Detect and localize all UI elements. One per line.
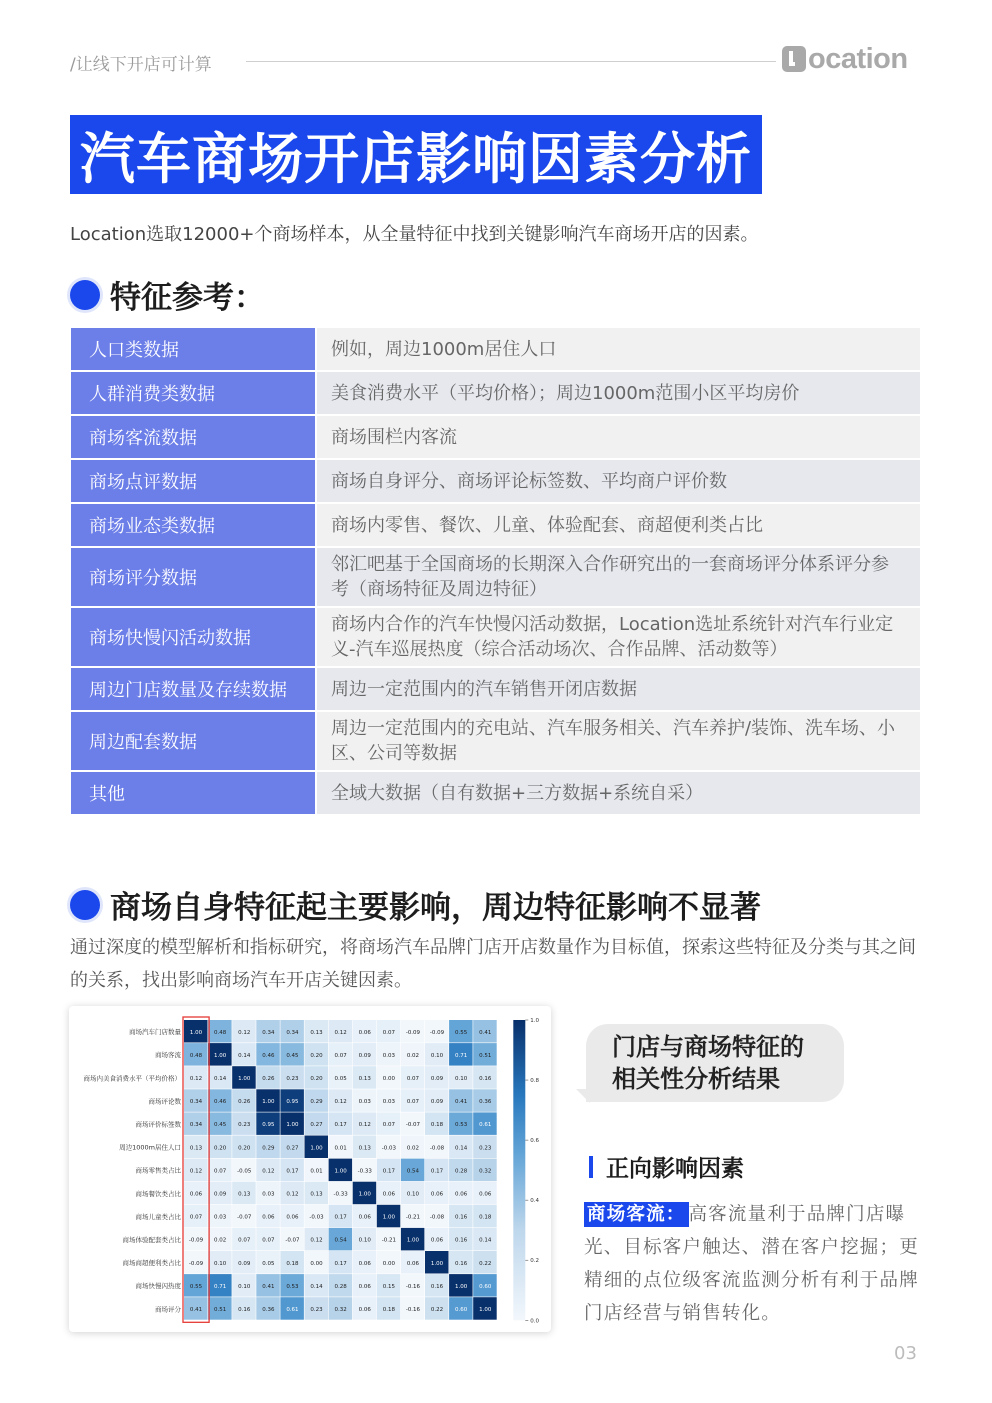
feature-name: 商场业态类数据 bbox=[71, 504, 315, 546]
cell-value-label: 1.00 bbox=[334, 1168, 347, 1175]
cell-value-label: 0.26 bbox=[262, 1075, 275, 1082]
cell-value-label: 0.00 bbox=[382, 1260, 395, 1267]
cell-value-label: 0.71 bbox=[455, 1052, 468, 1059]
feature-desc: 商场内零售、餐饮、儿童、体验配套、商超便利类占比 bbox=[317, 504, 920, 546]
table-row bbox=[71, 328, 920, 370]
logo-text: ocation bbox=[808, 42, 908, 75]
cell-value-label: 0.03 bbox=[382, 1052, 395, 1059]
cell-value-label: 0.34 bbox=[189, 1122, 203, 1129]
cell-value-label: 0.16 bbox=[238, 1306, 251, 1313]
cell-value-label: 0.60 bbox=[479, 1283, 492, 1290]
cell-value-label: 0.71 bbox=[214, 1283, 227, 1290]
row-label: 商场商超便利类占比 bbox=[122, 1259, 181, 1268]
table-row bbox=[71, 608, 920, 666]
cell-value-label: 0.41 bbox=[455, 1099, 468, 1106]
cell-value-label: 0.26 bbox=[238, 1099, 251, 1106]
cell-value-label: 0.48 bbox=[189, 1052, 203, 1059]
table-row bbox=[71, 372, 920, 414]
cell-value-label: 0.14 bbox=[238, 1052, 251, 1059]
cell-value-label: 0.09 bbox=[214, 1191, 227, 1198]
cell-value-label: 0.06 bbox=[286, 1214, 299, 1221]
cell-value-label: 0.17 bbox=[430, 1168, 444, 1175]
section-heading-features bbox=[70, 272, 265, 317]
page-number: 03 bbox=[894, 1343, 917, 1364]
cell-value-label: 0.18 bbox=[286, 1260, 299, 1267]
cell-value-label: -0.07 bbox=[285, 1237, 300, 1244]
cell-value-label: -0.09 bbox=[405, 1029, 421, 1036]
cell-value-label: 0.06 bbox=[358, 1029, 371, 1036]
row-label: 商场零售类占比 bbox=[135, 1166, 181, 1175]
cell-value-label: 0.20 bbox=[238, 1145, 251, 1152]
cell-value-label: 0.20 bbox=[310, 1075, 323, 1082]
feature-desc: 商场围栏内客流 bbox=[317, 416, 920, 458]
cell-value-label: 0.06 bbox=[430, 1191, 444, 1198]
cell-value-label: 0.12 bbox=[262, 1168, 275, 1175]
cell-value-label: 0.27 bbox=[310, 1122, 323, 1129]
cell-value-label: 1.00 bbox=[214, 1052, 227, 1059]
intro-text: Location选取12000+个商场样本，从全量特征中找到关键影响汽车商场开店的因素。 bbox=[70, 224, 759, 245]
cell-value-label: 0.51 bbox=[214, 1306, 227, 1313]
cell-value-label: -0.08 bbox=[429, 1145, 445, 1152]
cell-value-label: 1.00 bbox=[310, 1145, 323, 1152]
cell-value-label: 0.28 bbox=[455, 1168, 468, 1175]
cell-value-label: 0.07 bbox=[406, 1075, 420, 1082]
cell-value-label: 0.17 bbox=[382, 1168, 395, 1175]
cell-value-label: 0.02 bbox=[406, 1052, 420, 1059]
feature-name: 周边门店数量及存续数据 bbox=[71, 668, 315, 710]
row-label: 商场儿童类占比 bbox=[135, 1212, 181, 1221]
feature-desc: 周边一定范围内的汽车销售开闭店数据 bbox=[317, 668, 920, 710]
cell-value-label: 0.22 bbox=[479, 1260, 492, 1267]
colorbar-tick-label: 0.6 bbox=[530, 1138, 540, 1145]
cell-value-label: 0.03 bbox=[214, 1214, 227, 1221]
row-label: 商场快慢闪热度 bbox=[135, 1282, 181, 1291]
logo-l-icon bbox=[782, 46, 806, 72]
cell-value-label: 0.45 bbox=[214, 1122, 227, 1129]
cell-value-label: 0.36 bbox=[262, 1306, 275, 1313]
cell-value-label: 0.06 bbox=[358, 1283, 371, 1290]
feature-desc: 商场自身评分、商场评论标签数、平均商户评价数 bbox=[317, 460, 920, 502]
cell-value-label: 0.20 bbox=[214, 1145, 227, 1152]
bullet-dot-icon bbox=[70, 890, 100, 920]
callout-bubble bbox=[586, 1024, 844, 1102]
correlation-heatmap bbox=[69, 1006, 551, 1332]
cell-value-label: 0.00 bbox=[382, 1075, 395, 1082]
cell-value-label: 0.53 bbox=[455, 1122, 468, 1129]
cell-value-label: 0.17 bbox=[286, 1168, 299, 1175]
feature-desc: 商场内合作的汽车快慢闪活动数据，Location选址系统针对汽车行业定义-汽车巡展热度（综合活动场次、合作品牌、活动数等） bbox=[317, 608, 920, 666]
cell-value-label: 1.00 bbox=[358, 1191, 371, 1198]
cell-value-label: 0.34 bbox=[286, 1029, 299, 1036]
cell-value-label: 1.00 bbox=[262, 1099, 275, 1106]
cell-value-label: 1.00 bbox=[189, 1029, 203, 1036]
cell-value-label: 0.13 bbox=[310, 1029, 323, 1036]
cell-value-label: 0.55 bbox=[189, 1283, 203, 1290]
cell-value-label: -0.09 bbox=[188, 1237, 204, 1244]
section-heading-impact bbox=[70, 882, 761, 927]
feature-name: 人群消费类数据 bbox=[71, 372, 315, 414]
cell-value-label: 0.51 bbox=[479, 1052, 492, 1059]
cell-value-label: 0.55 bbox=[455, 1029, 468, 1036]
cell-value-label: 0.41 bbox=[479, 1029, 492, 1036]
brand-logo bbox=[782, 42, 908, 76]
colorbar-tick-label: 0.4 bbox=[530, 1198, 540, 1205]
cell-value-label: -0.07 bbox=[405, 1122, 421, 1129]
table-row bbox=[71, 548, 920, 606]
colorbar-tick-label: 0.8 bbox=[530, 1078, 540, 1085]
cell-value-label: -0.05 bbox=[237, 1168, 252, 1175]
positive-factors-heading bbox=[589, 1150, 744, 1183]
cell-value-label: 0.07 bbox=[406, 1099, 420, 1106]
cell-value-label: 0.23 bbox=[238, 1122, 251, 1129]
cell-value-label: 0.23 bbox=[479, 1145, 492, 1152]
positive-factor-text: 高客流量利于品牌门店曝光、目标客户触达、潜在客户挖掘；更精细的点位级客流监测分析有利于品牌门店经营与销售转化。 bbox=[584, 1204, 919, 1324]
cell-value-label: 0.10 bbox=[358, 1237, 371, 1244]
bubble-line-2: 相关性分析结果 bbox=[612, 1065, 780, 1093]
cell-value-label: 0.06 bbox=[382, 1191, 395, 1198]
cell-value-label: 0.34 bbox=[262, 1029, 275, 1036]
colorbar-tick-label: 1.0 bbox=[530, 1018, 540, 1024]
cell-value-label: 0.01 bbox=[310, 1168, 323, 1175]
cell-value-label: 0.16 bbox=[430, 1283, 444, 1290]
cell-value-label: 0.14 bbox=[479, 1237, 492, 1244]
row-label: 商场客流 bbox=[155, 1051, 181, 1060]
cell-value-label: 0.29 bbox=[262, 1145, 275, 1152]
cell-value-label: 1.00 bbox=[455, 1283, 468, 1290]
feature-desc: 周边一定范围内的充电站、汽车服务相关、汽车养护/装饰、洗车场、小区、公司等数据 bbox=[317, 712, 920, 770]
cell-value-label: 0.17 bbox=[334, 1260, 347, 1267]
feature-desc: 邻汇吧基于全国商场的长期深入合作研究出的一套商场评分体系评分参考（商场特征及周边特征） bbox=[317, 548, 920, 606]
feature-desc: 美食消费水平（平均价格）；周边1000m范围小区平均房价 bbox=[317, 372, 920, 414]
feature-name: 商场快慢闪活动数据 bbox=[71, 608, 315, 666]
table-row bbox=[71, 712, 920, 770]
cell-value-label: -0.07 bbox=[237, 1214, 252, 1221]
cell-value-label: 0.13 bbox=[189, 1145, 203, 1152]
cell-value-label: 0.53 bbox=[286, 1283, 299, 1290]
cell-value-label: 0.07 bbox=[238, 1237, 251, 1244]
cell-value-label: 0.06 bbox=[358, 1306, 371, 1313]
positive-factor-paragraph bbox=[584, 1198, 924, 1330]
cell-value-label: 0.03 bbox=[262, 1191, 275, 1198]
row-label: 商场评论数 bbox=[148, 1097, 181, 1106]
table-row bbox=[71, 504, 920, 546]
cell-value-label: -0.09 bbox=[429, 1029, 445, 1036]
cell-value-label: -0.16 bbox=[405, 1306, 421, 1313]
cell-value-label: 0.00 bbox=[310, 1260, 323, 1267]
table-row bbox=[71, 772, 920, 814]
cell-value-label: 0.12 bbox=[286, 1191, 299, 1198]
cell-value-label: 0.06 bbox=[406, 1260, 420, 1267]
cell-value-label: 0.95 bbox=[262, 1122, 275, 1129]
feature-name: 其他 bbox=[71, 772, 315, 814]
cell-value-label: 0.18 bbox=[430, 1122, 444, 1129]
cell-value-label: 0.60 bbox=[455, 1306, 468, 1313]
cell-value-label: 0.10 bbox=[430, 1052, 444, 1059]
cell-value-label: 0.10 bbox=[455, 1075, 468, 1082]
cell-value-label: 0.18 bbox=[382, 1306, 395, 1313]
cell-value-label: -0.16 bbox=[405, 1283, 421, 1290]
header-divider bbox=[246, 61, 776, 62]
highlight-label: 商场客流： bbox=[584, 1202, 689, 1227]
cell-value-label: 0.09 bbox=[430, 1099, 444, 1106]
cell-value-label: 0.06 bbox=[358, 1214, 371, 1221]
cell-value-label: 0.23 bbox=[286, 1075, 299, 1082]
cell-value-label: 0.03 bbox=[358, 1099, 371, 1106]
cell-value-label: 0.09 bbox=[430, 1075, 444, 1082]
row-label: 商场内美食消费水平（平均价格） bbox=[83, 1074, 181, 1083]
cell-value-label: 0.46 bbox=[262, 1052, 275, 1059]
cell-value-label: 1.00 bbox=[238, 1075, 251, 1082]
cell-value-label: 0.18 bbox=[479, 1214, 492, 1221]
cell-value-label: 0.03 bbox=[382, 1099, 395, 1106]
cell-value-label: 0.12 bbox=[334, 1099, 347, 1106]
cell-value-label: 0.13 bbox=[310, 1191, 323, 1198]
table-row bbox=[71, 416, 920, 458]
cell-value-label: -0.21 bbox=[405, 1214, 421, 1221]
cell-value-label: 0.14 bbox=[455, 1145, 468, 1152]
cell-value-label: 0.07 bbox=[262, 1237, 275, 1244]
row-label: 商场体验配套类占比 bbox=[122, 1235, 181, 1244]
cell-value-label: 0.06 bbox=[262, 1214, 275, 1221]
cell-value-label: 0.61 bbox=[479, 1122, 492, 1129]
cell-value-label: 0.95 bbox=[286, 1099, 299, 1106]
cell-value-label: 0.41 bbox=[189, 1306, 203, 1313]
cell-value-label: 1.00 bbox=[286, 1122, 299, 1129]
cell-value-label: 0.13 bbox=[238, 1191, 251, 1198]
cell-value-label: 0.07 bbox=[382, 1029, 395, 1036]
cell-value-label: 0.14 bbox=[310, 1283, 323, 1290]
feature-table bbox=[71, 328, 920, 816]
cell-value-label: 0.23 bbox=[310, 1306, 323, 1313]
cell-value-label: 1.00 bbox=[382, 1214, 395, 1221]
cell-value-label: -0.09 bbox=[188, 1260, 204, 1267]
colorbar-tick-label: 0.2 bbox=[530, 1258, 540, 1265]
cell-value-label: 0.16 bbox=[455, 1260, 468, 1267]
cell-value-label: -0.33 bbox=[357, 1168, 372, 1175]
cell-value-label: -0.03 bbox=[309, 1214, 324, 1221]
cell-value-label: 0.54 bbox=[334, 1237, 347, 1244]
cell-value-label: 0.06 bbox=[430, 1237, 444, 1244]
cell-value-label: 0.16 bbox=[455, 1237, 468, 1244]
section-heading-text: 特征参考： bbox=[110, 280, 265, 316]
cell-value-label: 0.02 bbox=[406, 1145, 420, 1152]
cell-value-label: 0.17 bbox=[334, 1214, 347, 1221]
cell-value-label: 0.29 bbox=[310, 1099, 323, 1106]
cell-value-label: 0.07 bbox=[189, 1214, 203, 1221]
table-row bbox=[71, 460, 920, 502]
cell-value-label: 0.41 bbox=[262, 1283, 275, 1290]
feature-name: 商场评分数据 bbox=[71, 548, 315, 606]
cell-value-label: 0.12 bbox=[358, 1122, 371, 1129]
positive-heading-text: 正向影响因素 bbox=[606, 1156, 744, 1182]
cell-value-label: -0.33 bbox=[333, 1191, 348, 1198]
row-label: 商场餐饮类占比 bbox=[135, 1189, 181, 1198]
cell-value-label: 0.32 bbox=[334, 1306, 347, 1313]
bullet-dot-icon bbox=[70, 280, 100, 310]
cell-value-label: 0.12 bbox=[189, 1168, 203, 1175]
cell-value-label: 0.05 bbox=[262, 1260, 275, 1267]
page-title: 汽车商场开店影响因素分析 bbox=[70, 115, 762, 194]
colorbar-tick-label: 0.0 bbox=[530, 1318, 540, 1325]
row-label: 商场评价标签数 bbox=[135, 1120, 181, 1129]
cell-value-label: 0.06 bbox=[189, 1191, 203, 1198]
cell-value-label: 0.20 bbox=[310, 1052, 323, 1059]
cell-value-label: 0.36 bbox=[479, 1099, 492, 1106]
analysis-description: 通过深度的模型解析和指标研究，将商场汽车品牌门店开店数量作为目标值，探索这些特征及分类与其之间的关系，找出影响商场汽车开店关键因素。 bbox=[70, 937, 916, 991]
feature-name: 周边配套数据 bbox=[71, 712, 315, 770]
cell-value-label: -0.08 bbox=[429, 1214, 445, 1221]
cell-value-label: 0.09 bbox=[238, 1260, 251, 1267]
cell-value-label: 0.05 bbox=[334, 1075, 347, 1082]
row-label: 周边1000m居住人口 bbox=[119, 1143, 181, 1152]
cell-value-label: 0.61 bbox=[286, 1306, 299, 1313]
cell-value-label: 0.06 bbox=[455, 1191, 468, 1198]
cell-value-label: 0.10 bbox=[406, 1191, 420, 1198]
colorbar bbox=[513, 1020, 525, 1320]
heatmap-card bbox=[69, 1006, 551, 1332]
cell-value-label: 0.06 bbox=[479, 1191, 492, 1198]
cell-value-label: 0.54 bbox=[406, 1168, 420, 1175]
cell-value-label: 0.27 bbox=[286, 1145, 299, 1152]
heading-bar bbox=[589, 1156, 593, 1178]
row-label: 商场汽车门店数量 bbox=[129, 1028, 181, 1037]
cell-value-label: 0.09 bbox=[358, 1052, 371, 1059]
cell-value-label: 0.07 bbox=[214, 1168, 227, 1175]
cell-value-label: 0.13 bbox=[358, 1075, 371, 1082]
cell-value-label: -0.03 bbox=[381, 1145, 396, 1152]
header-tagline: /让线下开店可计算 bbox=[70, 55, 212, 75]
feature-name: 商场点评数据 bbox=[71, 460, 315, 502]
cell-value-label: 0.46 bbox=[214, 1099, 227, 1106]
table-row bbox=[71, 668, 920, 710]
cell-value-label: 0.10 bbox=[238, 1283, 251, 1290]
cell-value-label: 0.15 bbox=[382, 1283, 395, 1290]
cell-value-label: 0.06 bbox=[358, 1260, 371, 1267]
cell-value-label: 0.16 bbox=[455, 1214, 468, 1221]
bubble-line-1: 门店与商场特征的 bbox=[612, 1033, 804, 1061]
cell-value-label: 0.34 bbox=[189, 1099, 203, 1106]
cell-value-label: 0.07 bbox=[382, 1122, 395, 1129]
cell-value-label: 0.07 bbox=[334, 1052, 347, 1059]
section-heading-text: 商场自身特征起主要影响，周边特征影响不显著 bbox=[110, 890, 761, 926]
cell-value-label: 0.02 bbox=[214, 1237, 227, 1244]
feature-desc: 全域大数据（自有数据+三方数据+系统自采） bbox=[317, 772, 920, 814]
feature-name: 商场客流数据 bbox=[71, 416, 315, 458]
cell-value-label: 0.13 bbox=[358, 1145, 371, 1152]
cell-value-label: 1.00 bbox=[430, 1260, 444, 1267]
cell-value-label: 0.32 bbox=[479, 1168, 492, 1175]
cell-value-label: 0.01 bbox=[334, 1145, 347, 1152]
cell-value-label: 1.00 bbox=[479, 1306, 492, 1313]
feature-name: 人口类数据 bbox=[71, 328, 315, 370]
cell-value-label: 0.48 bbox=[214, 1029, 227, 1036]
cell-value-label: 0.45 bbox=[286, 1052, 299, 1059]
cell-value-label: 0.10 bbox=[214, 1260, 227, 1267]
cell-value-label: 0.12 bbox=[238, 1029, 251, 1036]
cell-value-label: 0.14 bbox=[214, 1075, 227, 1082]
cell-value-label: 1.00 bbox=[406, 1237, 420, 1244]
cell-value-label: 0.22 bbox=[430, 1306, 444, 1313]
cell-value-label: 0.12 bbox=[189, 1075, 203, 1082]
cell-value-label: 0.12 bbox=[334, 1029, 347, 1036]
cell-value-label: -0.21 bbox=[381, 1237, 396, 1244]
row-label: 商场评分 bbox=[155, 1305, 181, 1314]
cell-value-label: 0.12 bbox=[310, 1237, 323, 1244]
feature-desc: 例如，周边1000m居住人口 bbox=[317, 328, 920, 370]
cell-value-label: 0.16 bbox=[479, 1075, 492, 1082]
cell-value-label: 0.28 bbox=[334, 1283, 347, 1290]
cell-value-label: 0.17 bbox=[334, 1122, 347, 1129]
